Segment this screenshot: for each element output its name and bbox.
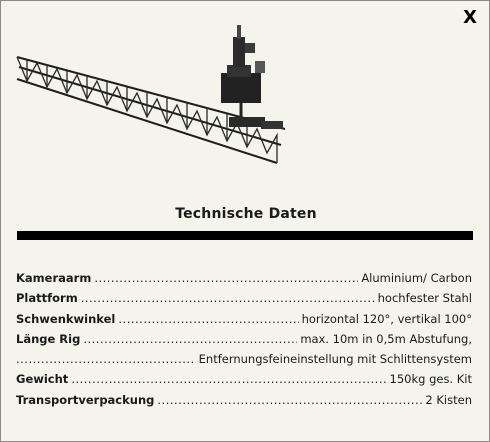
dot-leader <box>16 349 196 369</box>
dot-leader <box>118 309 298 329</box>
dot-leader <box>83 329 297 349</box>
spec-row <box>16 268 472 288</box>
close-button[interactable]: X <box>463 7 477 28</box>
spec-value: hochfester Stahl <box>377 291 472 306</box>
section-title: Technische Daten <box>175 206 317 222</box>
spec-list <box>16 268 472 410</box>
spec-row <box>16 329 472 349</box>
spec-row <box>16 309 472 329</box>
spec-label: Transportverpackung <box>16 392 155 407</box>
spec-value: 150kg ges. Kit <box>389 372 472 387</box>
dot-leader <box>81 288 375 308</box>
spec-value: Aluminium/ Carbon <box>361 271 472 285</box>
spec-label: Schwenkwinkel <box>16 311 116 326</box>
spec-row <box>16 349 472 369</box>
camera-crane-image <box>15 21 295 171</box>
title-divider <box>17 231 473 240</box>
spec-label: Plattform <box>16 291 78 306</box>
spec-value: Entfernungsfeineinstellung mit Schlittensystem <box>198 352 472 367</box>
spec-label: Kameraarm <box>16 271 92 285</box>
dot-leader <box>71 369 386 389</box>
spec-value: max. 10m in 0,5m Abstufung, <box>300 331 472 346</box>
dot-leader <box>157 390 422 410</box>
spec-value: horizontal 120°, vertikal 100° <box>301 311 472 326</box>
dot-leader <box>94 268 358 288</box>
spec-row <box>16 390 472 410</box>
spec-label: Länge Rig <box>16 331 81 346</box>
spec-row <box>16 288 472 308</box>
spec-label: Gewicht <box>16 372 69 387</box>
spec-value: 2 Kisten <box>425 392 472 407</box>
spec-row <box>16 369 472 389</box>
